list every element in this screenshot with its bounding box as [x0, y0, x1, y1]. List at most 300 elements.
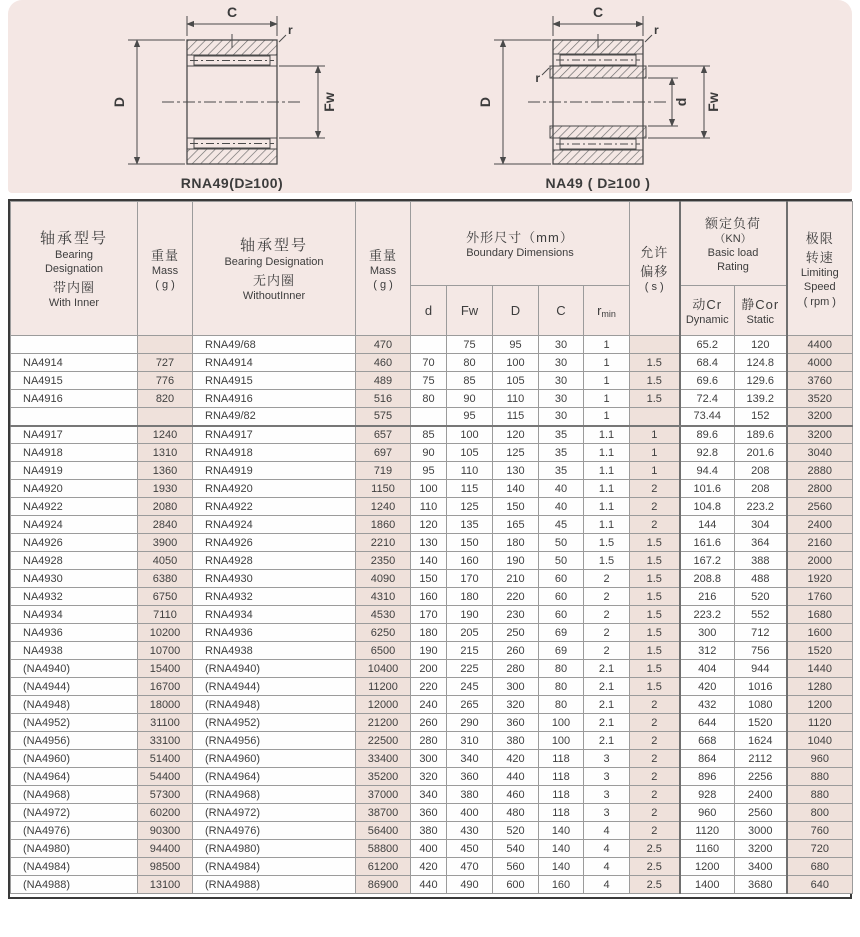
cell-fw: 125	[447, 498, 493, 516]
cell-D: 440	[493, 768, 539, 786]
cell-rpm: 1680	[787, 606, 853, 624]
cell-rpm: 2560	[787, 498, 853, 516]
col-cor-en: Static	[746, 313, 775, 326]
cell-C: 30	[539, 390, 584, 408]
cell-cor: 388	[735, 552, 787, 570]
cell-rpm: 880	[787, 786, 853, 804]
cell-d: 280	[411, 732, 447, 750]
cell-cor: 1080	[735, 696, 787, 714]
table-row	[11, 660, 853, 678]
table-row	[11, 642, 853, 660]
cell-rmin: 2	[584, 588, 630, 606]
cell-d	[411, 336, 447, 354]
cell-fw: 360	[447, 768, 493, 786]
col-r-subscript: min	[601, 308, 616, 319]
cell-rpm: 1440	[787, 660, 853, 678]
table-row	[11, 768, 853, 786]
header-col-D	[493, 286, 539, 336]
bearing-spec-table-frame	[8, 199, 852, 899]
cell-fw: 380	[447, 786, 493, 804]
cell-cor: 208	[735, 480, 787, 498]
cell-mass_with: 6380	[138, 570, 193, 588]
cell-D: 540	[493, 840, 539, 858]
cell-fw: 100	[447, 426, 493, 444]
header-boundary-dimensions	[411, 202, 630, 286]
cell-D: 115	[493, 408, 539, 426]
cell-mass_with: 31100	[138, 714, 193, 732]
table-row	[11, 606, 853, 624]
cell-fw: 115	[447, 480, 493, 498]
col-fw-label: Fw	[460, 302, 479, 318]
cell-rmin: 3	[584, 786, 630, 804]
cell-mass_with: 6750	[138, 588, 193, 606]
header-load-unit: （KN）	[714, 232, 752, 245]
cell-rmin: 4	[584, 858, 630, 876]
cell-cr: 312	[680, 642, 735, 660]
cell-cr: 73.44	[680, 408, 735, 426]
cell-cr: 223.2	[680, 606, 735, 624]
diagram-caption-na49: NA49 ( D≥100 )	[545, 175, 651, 191]
cell-rmin: 1.5	[584, 534, 630, 552]
cell-cor: 201.6	[735, 444, 787, 462]
cell-C: 30	[539, 354, 584, 372]
cell-s: 2	[630, 696, 680, 714]
cell-rmin: 1.1	[584, 426, 630, 444]
cell-d: 140	[411, 552, 447, 570]
header-offset-zh2: 偏移	[640, 264, 669, 280]
header-speed-zh2: 转速	[805, 250, 834, 266]
cell-cor: 364	[735, 534, 787, 552]
cell-s: 2	[630, 804, 680, 822]
cell-C: 140	[539, 840, 584, 858]
header-mass-unit: ( g )	[155, 279, 175, 291]
cell-fw: 490	[447, 876, 493, 894]
cell-mass_with: 15400	[138, 660, 193, 678]
cell-mass_without: 6500	[356, 642, 411, 660]
cell-s: 2	[630, 732, 680, 750]
header-col-C	[539, 286, 584, 336]
cell-cr: 167.2	[680, 552, 735, 570]
bearing-cross-section-rna49-diagram	[82, 2, 412, 194]
cell-cr: 92.8	[680, 444, 735, 462]
cell-mass_without: 33400	[356, 750, 411, 768]
cell-fw: 340	[447, 750, 493, 768]
cell-mass_with: 94400	[138, 840, 193, 858]
cell-C: 35	[539, 444, 584, 462]
diagram-banner	[8, 0, 852, 193]
cell-cor: 124.8	[735, 354, 787, 372]
cell-fw: 135	[447, 516, 493, 534]
table-row	[11, 444, 853, 462]
cell-rpm: 960	[787, 750, 853, 768]
cell-D: 250	[493, 624, 539, 642]
cell-mass_with: 1360	[138, 462, 193, 480]
cell-s: 1.5	[630, 570, 680, 588]
cell-cr: 1120	[680, 822, 735, 840]
cell-rmin: 2.1	[584, 678, 630, 696]
cell-without_inner: RNA4919	[193, 462, 356, 480]
cell-with_inner: NA4932	[11, 588, 138, 606]
table-row	[11, 354, 853, 372]
header-load-en1: Basic load	[707, 246, 759, 259]
cell-without_inner: (RNA4948)	[193, 696, 356, 714]
dim-label-D: D	[111, 96, 127, 108]
cell-C: 50	[539, 534, 584, 552]
col-d-label: d	[424, 302, 433, 318]
cell-mass_with: 4050	[138, 552, 193, 570]
header-with-inner-zh: 轴承型号	[39, 230, 108, 248]
cell-cor: 1520	[735, 714, 787, 732]
cell-s: 1.5	[630, 372, 680, 390]
cell-mass_without: 37000	[356, 786, 411, 804]
header-col-dynamic-cr	[680, 286, 735, 336]
cell-rpm: 2880	[787, 462, 853, 480]
bearing-spec-table	[10, 201, 853, 894]
cell-cor: 756	[735, 642, 787, 660]
cell-fw: 310	[447, 732, 493, 750]
cell-mass_without: 56400	[356, 822, 411, 840]
header-mass2-en: Mass	[369, 264, 397, 277]
cell-d: 300	[411, 750, 447, 768]
cell-cor: 129.6	[735, 372, 787, 390]
cell-D: 460	[493, 786, 539, 804]
cell-rmin: 2.1	[584, 714, 630, 732]
cell-d: 340	[411, 786, 447, 804]
cell-without_inner: (RNA4968)	[193, 786, 356, 804]
cell-cr: 1400	[680, 876, 735, 894]
cell-C: 69	[539, 624, 584, 642]
cell-with_inner: NA4926	[11, 534, 138, 552]
cell-cor: 1016	[735, 678, 787, 696]
header-without-inner-en: Bearing Designation	[224, 256, 324, 269]
cell-with_inner: NA4934	[11, 606, 138, 624]
cell-cr: 404	[680, 660, 735, 678]
cell-fw: 450	[447, 840, 493, 858]
cell-fw: 160	[447, 552, 493, 570]
cell-cr: 104.8	[680, 498, 735, 516]
cell-D: 480	[493, 804, 539, 822]
cell-without_inner: RNA49/82	[193, 408, 356, 426]
cell-d: 130	[411, 534, 447, 552]
cell-C: 50	[539, 552, 584, 570]
cell-with_inner: (NA4980)	[11, 840, 138, 858]
table-row	[11, 732, 853, 750]
cell-mass_without: 10400	[356, 660, 411, 678]
cell-fw: 205	[447, 624, 493, 642]
cell-rpm: 2000	[787, 552, 853, 570]
cell-s: 1.5	[630, 354, 680, 372]
cell-fw: 225	[447, 660, 493, 678]
cell-rmin: 1.1	[584, 516, 630, 534]
cell-C: 35	[539, 462, 584, 480]
cell-d: 110	[411, 498, 447, 516]
table-row	[11, 336, 853, 354]
cell-d: 320	[411, 768, 447, 786]
cell-without_inner: RNA4932	[193, 588, 356, 606]
cell-rmin: 1	[584, 408, 630, 426]
cell-mass_without: 1150	[356, 480, 411, 498]
table-row	[11, 786, 853, 804]
cell-C: 45	[539, 516, 584, 534]
cell-cor: 488	[735, 570, 787, 588]
cell-d: 100	[411, 480, 447, 498]
header-without-inner-en2: WithoutInner	[242, 289, 306, 302]
cell-cr: 161.6	[680, 534, 735, 552]
cell-mass_without: 86900	[356, 876, 411, 894]
cell-cor: 189.6	[735, 426, 787, 444]
cell-cor: 944	[735, 660, 787, 678]
header-speed-en1: Limiting	[800, 267, 839, 280]
cell-d: 240	[411, 696, 447, 714]
diagram-caption-rna49: RNA49(D≥100)	[180, 175, 284, 191]
header-offset-zh1: 允许	[640, 245, 669, 261]
cell-C: 140	[539, 822, 584, 840]
cell-without_inner: (RNA4976)	[193, 822, 356, 840]
cell-without_inner: RNA4915	[193, 372, 356, 390]
cell-rpm: 1200	[787, 696, 853, 714]
cell-rmin: 1.1	[584, 444, 630, 462]
cell-D: 165	[493, 516, 539, 534]
table-header	[11, 202, 853, 336]
cell-rpm: 640	[787, 876, 853, 894]
cell-rpm: 760	[787, 822, 853, 840]
header-col-static-cor	[735, 286, 787, 336]
cell-s: 2	[630, 750, 680, 768]
cell-rpm: 2160	[787, 534, 853, 552]
cell-D: 120	[493, 426, 539, 444]
cell-mass_without: 4310	[356, 588, 411, 606]
table-row	[11, 678, 853, 696]
cell-rpm: 3200	[787, 408, 853, 426]
cell-without_inner: (RNA4956)	[193, 732, 356, 750]
cell-with_inner	[11, 336, 138, 354]
cell-without_inner: (RNA4988)	[193, 876, 356, 894]
cell-D: 150	[493, 498, 539, 516]
cell-mass_with: 820	[138, 390, 193, 408]
cell-with_inner: (NA4960)	[11, 750, 138, 768]
cell-rmin: 2	[584, 606, 630, 624]
cell-s: 2	[630, 516, 680, 534]
cell-cor: 2256	[735, 768, 787, 786]
table-row	[11, 390, 853, 408]
dim-label-r-top: r	[654, 23, 659, 37]
cell-fw: 245	[447, 678, 493, 696]
header-allowable-offset	[630, 202, 680, 336]
header-mass2-unit: ( g )	[373, 279, 393, 291]
cell-cor: 712	[735, 624, 787, 642]
cell-rpm: 1760	[787, 588, 853, 606]
cell-s: 1	[630, 462, 680, 480]
cell-C: 100	[539, 732, 584, 750]
table-row	[11, 516, 853, 534]
header-speed-zh1: 极限	[805, 231, 834, 247]
cell-rpm: 1520	[787, 642, 853, 660]
cell-D: 140	[493, 480, 539, 498]
cell-fw: 470	[447, 858, 493, 876]
cell-cor: 1624	[735, 732, 787, 750]
cell-D: 180	[493, 534, 539, 552]
cell-C: 60	[539, 570, 584, 588]
cell-C: 30	[539, 408, 584, 426]
cell-without_inner: RNA4916	[193, 390, 356, 408]
cell-cor: 120	[735, 336, 787, 354]
header-load-zh: 额定负荷	[705, 215, 762, 231]
cell-C: 118	[539, 750, 584, 768]
cell-mass_with: 51400	[138, 750, 193, 768]
cell-s: 1.5	[630, 606, 680, 624]
header-boundary-zh: 外形尺寸（mm）	[466, 229, 574, 245]
cell-rpm: 3200	[787, 426, 853, 444]
cell-rmin: 1.1	[584, 498, 630, 516]
cell-mass_without: 22500	[356, 732, 411, 750]
cell-rpm: 3040	[787, 444, 853, 462]
cell-C: 40	[539, 480, 584, 498]
cell-s: 1.5	[630, 390, 680, 408]
cell-s: 1	[630, 426, 680, 444]
cell-fw: 95	[447, 408, 493, 426]
table-row	[11, 552, 853, 570]
cell-rpm: 2400	[787, 516, 853, 534]
cell-without_inner: (RNA4952)	[193, 714, 356, 732]
cell-mass_with: 54400	[138, 768, 193, 786]
header-mass-en: Mass	[151, 264, 179, 277]
cell-cr: 896	[680, 768, 735, 786]
bearing-cross-section-na49-diagram	[448, 2, 778, 194]
cell-mass_without: 35200	[356, 768, 411, 786]
cell-cr: 668	[680, 732, 735, 750]
cell-rmin: 2	[584, 570, 630, 588]
cell-d: 420	[411, 858, 447, 876]
cell-rpm: 1280	[787, 678, 853, 696]
cell-C: 30	[539, 336, 584, 354]
cell-mass_with: 16700	[138, 678, 193, 696]
cell-cr: 68.4	[680, 354, 735, 372]
cell-without_inner: RNA4914	[193, 354, 356, 372]
cell-without_inner: RNA4936	[193, 624, 356, 642]
cell-mass_with: 18000	[138, 696, 193, 714]
cell-cr: 1160	[680, 840, 735, 858]
cell-s: 1.5	[630, 642, 680, 660]
table-row	[11, 840, 853, 858]
cell-d	[411, 408, 447, 426]
table-row	[11, 696, 853, 714]
header-without-inner-zh2: 无内圈	[252, 272, 295, 288]
cell-d: 400	[411, 840, 447, 858]
table-row	[11, 534, 853, 552]
header-mass-without	[356, 202, 411, 336]
header-limiting-speed	[787, 202, 853, 336]
cell-with_inner: (NA4948)	[11, 696, 138, 714]
cell-cr: 1200	[680, 858, 735, 876]
cell-D: 190	[493, 552, 539, 570]
cell-D: 130	[493, 462, 539, 480]
cell-cor: 2560	[735, 804, 787, 822]
cell-rmin: 1.1	[584, 462, 630, 480]
table-row	[11, 408, 853, 426]
cell-with_inner: (NA4964)	[11, 768, 138, 786]
cell-mass_without: 4090	[356, 570, 411, 588]
cell-rmin: 1.5	[584, 552, 630, 570]
table-row	[11, 570, 853, 588]
cell-with_inner: NA4928	[11, 552, 138, 570]
cell-fw: 105	[447, 444, 493, 462]
cell-cr: 216	[680, 588, 735, 606]
col-cr-en: Dynamic	[685, 313, 729, 326]
cell-without_inner: (RNA4940)	[193, 660, 356, 678]
cell-without_inner: (RNA4944)	[193, 678, 356, 696]
cell-d: 170	[411, 606, 447, 624]
cell-d: 90	[411, 444, 447, 462]
cell-mass_with: 1930	[138, 480, 193, 498]
cell-with_inner: NA4938	[11, 642, 138, 660]
cell-mass_without: 2210	[356, 534, 411, 552]
cell-s: 2	[630, 768, 680, 786]
cell-s: 2	[630, 822, 680, 840]
cell-cor: 520	[735, 588, 787, 606]
cell-D: 100	[493, 354, 539, 372]
cell-cor: 152	[735, 408, 787, 426]
header-boundary-en: Boundary Dimensions	[466, 246, 574, 259]
cell-d: 220	[411, 678, 447, 696]
cell-cr: 420	[680, 678, 735, 696]
cell-s: 2.5	[630, 876, 680, 894]
cell-cr: 208.8	[680, 570, 735, 588]
dim-label-fw: Fw	[705, 92, 721, 112]
table-row	[11, 822, 853, 840]
table-row	[11, 480, 853, 498]
cell-rmin: 2.1	[584, 732, 630, 750]
cell-cor: 3680	[735, 876, 787, 894]
cell-s: 1.5	[630, 624, 680, 642]
cell-with_inner: (NA4972)	[11, 804, 138, 822]
cell-with_inner: NA4924	[11, 516, 138, 534]
cell-fw: 85	[447, 372, 493, 390]
cell-with_inner: (NA4952)	[11, 714, 138, 732]
cell-s: 2.5	[630, 858, 680, 876]
cell-cr: 960	[680, 804, 735, 822]
cell-mass_with: 3900	[138, 534, 193, 552]
cell-C: 69	[539, 642, 584, 660]
cell-rmin: 4	[584, 876, 630, 894]
cell-mass_without: 21200	[356, 714, 411, 732]
cell-D: 360	[493, 714, 539, 732]
cell-cr: 432	[680, 696, 735, 714]
col-D-label: D	[510, 302, 521, 318]
cell-fw: 190	[447, 606, 493, 624]
cell-fw: 430	[447, 822, 493, 840]
header-col-fw	[447, 286, 493, 336]
cell-cr: 864	[680, 750, 735, 768]
cell-mass_with: 727	[138, 354, 193, 372]
header-mass2-zh: 重量	[368, 247, 397, 263]
cell-rpm: 680	[787, 858, 853, 876]
cell-mass_without: 1240	[356, 498, 411, 516]
cell-mass_with: 1310	[138, 444, 193, 462]
cell-rmin: 4	[584, 840, 630, 858]
cell-C: 80	[539, 678, 584, 696]
cell-rmin: 2.1	[584, 696, 630, 714]
header-without-inner	[193, 202, 356, 336]
cell-D: 210	[493, 570, 539, 588]
cell-C: 80	[539, 660, 584, 678]
cell-s: 1.5	[630, 660, 680, 678]
cell-s: 2	[630, 786, 680, 804]
cell-mass_with: 2080	[138, 498, 193, 516]
cell-cr: 65.2	[680, 336, 735, 354]
cell-mass_without: 11200	[356, 678, 411, 696]
cell-mass_without: 460	[356, 354, 411, 372]
cell-mass_without: 657	[356, 426, 411, 444]
